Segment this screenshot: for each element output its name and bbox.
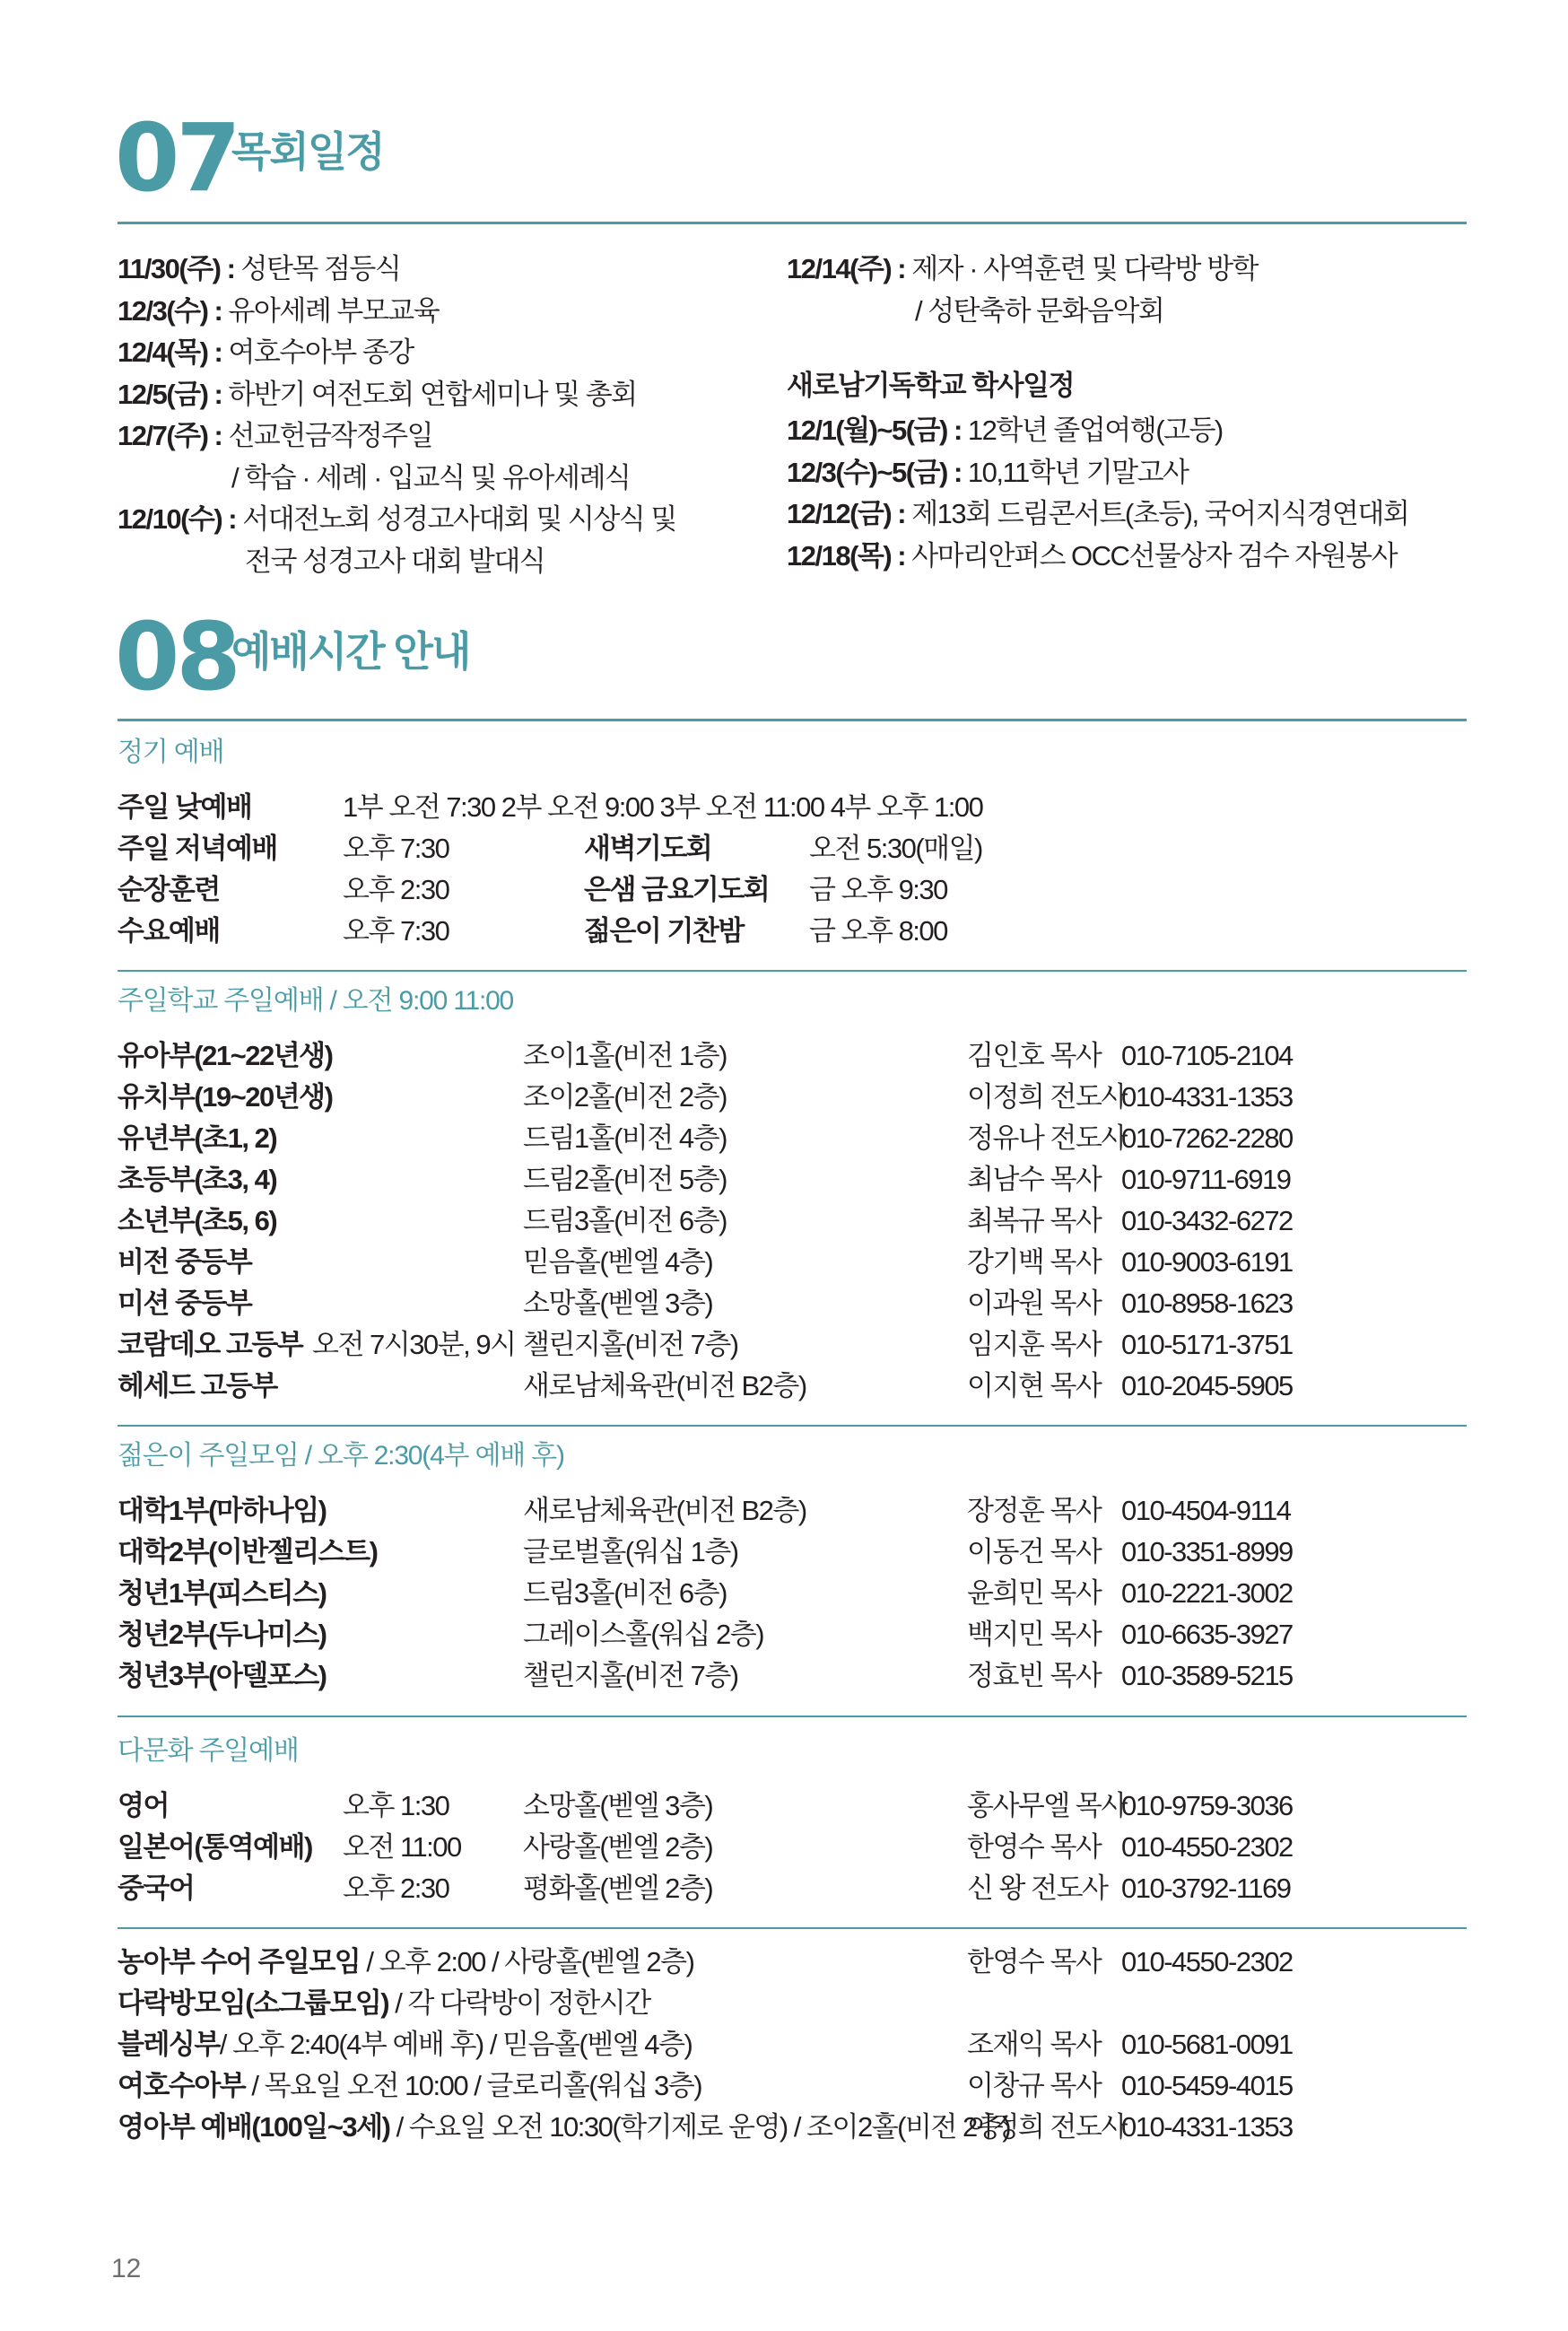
multicultural-heading: 다문화 주일예배 (118, 1736, 299, 1766)
service-times: 오전 7시30분, 9시 (312, 1329, 516, 1360)
worship-time-2: 오전 5:30(매일) (809, 833, 982, 864)
department: 초등부(초3, 4) (118, 1164, 277, 1195)
phone: 010-8958-1623 (1121, 1288, 1293, 1319)
pastor: 한영수 목사 (967, 1946, 1102, 1977)
table-row (118, 1785, 1467, 1827)
table-row (118, 911, 1467, 952)
section-divider (118, 1716, 1467, 1717)
table-row (118, 869, 1467, 911)
service-time: 오후 2:30 (343, 1873, 449, 1904)
pastor: 최남수 목사 (967, 1164, 1102, 1195)
pastor: 윤희민 목사 (967, 1577, 1102, 1609)
department: 비전 중등부 (118, 1246, 252, 1278)
schedule-item (118, 422, 432, 450)
schedule-item (787, 416, 1223, 444)
department: 청년3부(아델포스) (118, 1660, 327, 1691)
table-row (118, 1366, 1467, 1407)
location: 새로남체육관(비전 B2층) (523, 1495, 806, 1526)
phone: 010-3432-6272 (1121, 1205, 1293, 1236)
section-divider (118, 719, 1467, 721)
phone: 010-4504-9114 (1121, 1495, 1291, 1526)
meeting-name: 영아부 예배(100일~3세) (118, 2111, 390, 2143)
schedule-text: / 학습 · 세례 · 입교식 및 유아세례식 (231, 461, 631, 493)
pastor: 이정희 전도사 (967, 1081, 1127, 1113)
phone: 010-3792-1169 (1121, 1873, 1291, 1904)
schedule-text: 사마리안퍼스 OCC선물상자 검수 자원봉사 (911, 539, 1398, 572)
pastor: 조재익 목사 (967, 2029, 1102, 2060)
phone: 010-6635-3927 (1121, 1619, 1293, 1650)
worship-time-2: 금 오후 8:00 (809, 915, 947, 947)
meeting-info (118, 2024, 692, 2065)
schedule-item (118, 338, 414, 366)
location: 드림1홀(비전 4층) (523, 1122, 727, 1154)
worship-time: 오후 2:30 (343, 874, 449, 905)
table-row (118, 1573, 1467, 1614)
table-row (118, 1827, 1467, 1868)
phone: 010-4550-2302 (1121, 1831, 1293, 1863)
language: 중국어 (118, 1873, 195, 1904)
section-divider (118, 1425, 1467, 1427)
meeting-detail: / 수요일 오전 10:30(학기제로 운영) / 조이2홀(비전 2층) (389, 2111, 1011, 2143)
section-title-worship-times: 예배시간 안내 (231, 628, 470, 675)
meeting-info (118, 1942, 693, 1983)
section-divider (118, 970, 1467, 972)
multicultural-table (118, 1785, 1467, 1909)
worship-time: 1부 오전 7:30 2부 오전 9:00 3부 오전 11:00 4부 오후 1:00 (343, 791, 983, 823)
phone: 010-2221-3002 (1121, 1577, 1293, 1609)
phone: 010-4331-1353 (1121, 2111, 1293, 2143)
schedule-text: 전국 성경고사 대회 발대식 (245, 545, 545, 577)
table-row (118, 2107, 1467, 2148)
schedule-text: 하반기 여전도회 연합세미나 및 총회 (228, 378, 637, 410)
schedule-text: 제자 · 사역훈련 및 다락방 방학 (911, 253, 1258, 284)
meeting-name: 농아부 수어 주일모임 (118, 1946, 361, 1977)
worship-time: 오후 7:30 (343, 833, 449, 864)
meeting-detail: / 목요일 오전 10:00 / 글로리홀(워십 3층) (245, 2070, 702, 2101)
pastor: 임지훈 목사 (967, 1329, 1102, 1360)
schedule-date: 12/3(수)~5(금) : (787, 456, 968, 488)
schedule-date: 12/14(주) : (787, 253, 912, 284)
schedule-item (787, 255, 1258, 283)
phone: 010-9003-6191 (1121, 1246, 1293, 1278)
table-row (118, 1983, 1467, 2024)
schedule-date: 12/5(금) : (118, 378, 229, 410)
department: 코람데오 고등부 (118, 1329, 303, 1360)
page-number: 12 (111, 2254, 142, 2283)
pastor: 최복규 목사 (967, 1205, 1102, 1236)
schedule-item (118, 294, 440, 327)
phone: 010-9711-6919 (1121, 1164, 1291, 1195)
department: 청년1부(피스티스) (118, 1577, 327, 1609)
language: 영어 (118, 1790, 169, 1821)
table-row (118, 1035, 1467, 1077)
pastor: 정효빈 목사 (967, 1660, 1102, 1691)
schedule-text: 제13회 드림콘서트(초등), 국어지식경연대회 (911, 498, 1409, 529)
meeting-name: 블레싱부 (118, 2029, 220, 2060)
table-row (118, 1490, 1467, 1532)
pastor: 강기백 목사 (967, 1246, 1102, 1278)
meeting-detail: / 각 다락방이 정한시간 (388, 1987, 650, 2019)
other-meetings-table (118, 1942, 1467, 2148)
meeting-detail: / 오후 2:40(4부 예배 후) / 믿음홀(벧엘 4층) (219, 2029, 693, 2060)
location: 챌린지홀(비전 7층) (523, 1660, 738, 1691)
table-row (118, 1118, 1467, 1159)
table-row (118, 2065, 1467, 2107)
location: 조이2홀(비전 2층) (523, 1081, 727, 1113)
meeting-info (118, 2107, 1010, 2148)
location: 조이1홀(비전 1층) (523, 1040, 727, 1071)
pastor: 이지현 목사 (967, 1370, 1102, 1401)
table-row (118, 828, 1467, 869)
schedule-text: 성탄목 점등식 (240, 253, 401, 284)
sunday-school-heading: 주일학교 주일예배 / 오전 9:00 11:00 (118, 986, 514, 1016)
section-divider (118, 222, 1467, 224)
department: 유치부(19~20년생) (118, 1081, 333, 1113)
pastor: 홍사무엘 목사 (967, 1790, 1127, 1821)
location: 새로남체육관(비전 B2층) (523, 1370, 806, 1401)
sunday-school-table (118, 1035, 1467, 1407)
department: 헤세드 고등부 (118, 1370, 277, 1401)
schedule-item (118, 255, 400, 283)
phone: 010-5681-0091 (1121, 2029, 1293, 2060)
table-row (118, 1242, 1467, 1283)
pastor: 장정훈 목사 (967, 1495, 1102, 1526)
schedule-date: 11/30(주) : (118, 253, 241, 284)
meeting-info (118, 1983, 650, 2024)
worship-time: 오후 7:30 (343, 915, 449, 947)
pastor: 백지민 목사 (967, 1619, 1102, 1650)
schedule-text: 서대전노회 성경고사대회 및 시상식 및 (242, 503, 676, 535)
table-row (118, 1868, 1467, 1909)
schedule-item (915, 294, 1164, 327)
language: 일본어(통역예배) (118, 1831, 312, 1863)
schedule-item (787, 458, 1189, 486)
table-row (118, 1942, 1467, 1983)
phone: 010-4331-1353 (1121, 1081, 1293, 1113)
section-divider (118, 1927, 1467, 1929)
department: 대학1부(마하나임) (118, 1495, 327, 1526)
pastor: 이정희 전도사 (967, 2111, 1127, 2143)
location: 소망홀(벧엘 3층) (523, 1790, 713, 1821)
young-adult-table (118, 1490, 1467, 1697)
meeting-name: 다락방모임(소그룹모임) (118, 1987, 389, 2019)
location: 그레이스홀(워십 2층) (523, 1619, 764, 1650)
regular-worship-heading: 정기 예배 (118, 738, 224, 767)
schedule-date: 12/10(수) : (118, 503, 243, 535)
schedule-text: 12학년 졸업여행(고등) (967, 415, 1223, 446)
pastor: 이창규 목사 (967, 2070, 1102, 2101)
pastor: 한영수 목사 (967, 1831, 1102, 1863)
schedule-item (787, 500, 1408, 528)
location: 평화홀(벧엘 2층) (523, 1873, 713, 1904)
pastor: 김인호 목사 (967, 1040, 1102, 1071)
meeting-detail: / 오후 2:00 / 사랑홀(벧엘 2층) (360, 1946, 694, 1977)
location: 사랑홀(벧엘 2층) (523, 1831, 713, 1863)
department: 유아부(21~22년생) (118, 1040, 333, 1071)
table-row (118, 1283, 1467, 1324)
location: 믿음홀(벧엘 4층) (523, 1246, 713, 1278)
section-number-07: 07 (115, 103, 238, 213)
section-title-schedule: 목회일정 (231, 128, 384, 175)
department: 소년부(초5, 6) (118, 1205, 277, 1236)
department: 청년2부(두나미스) (118, 1619, 327, 1650)
worship-name-2: 은샘 금요기도회 (584, 874, 770, 905)
service-time: 오후 1:30 (343, 1790, 449, 1821)
schedule-item (118, 505, 676, 533)
table-row (118, 2024, 1467, 2065)
schedule-text: 유아세례 부모교육 (228, 294, 440, 327)
department: 대학2부(이반젤리스트) (118, 1536, 378, 1567)
phone: 010-4550-2302 (1121, 1946, 1293, 1977)
phone: 010-3589-5215 (1121, 1660, 1293, 1691)
worship-name: 수요예배 (118, 915, 220, 947)
location: 드림3홀(비전 6층) (523, 1577, 727, 1609)
schedule-date: 12/7(주) : (118, 420, 229, 451)
department: 미션 중등부 (118, 1288, 252, 1319)
table-row (118, 1614, 1467, 1655)
pastor: 정유나 전도사 (967, 1122, 1127, 1154)
phone: 010-5171-3751 (1121, 1329, 1293, 1360)
schedule-date: 12/12(금) : (787, 498, 912, 529)
location: 드림3홀(비전 6층) (523, 1205, 727, 1236)
schedule-text: 10,11학년 기말고사 (967, 456, 1189, 488)
schedule-text: / 성탄축하 문화음악회 (915, 294, 1164, 327)
pastor: 이과원 목사 (967, 1288, 1102, 1319)
phone: 010-7105-2104 (1121, 1040, 1293, 1071)
location: 챌린지홀(비전 7층) (523, 1329, 738, 1360)
table-row (118, 1655, 1467, 1697)
schedule-text: 선교헌금작정주일 (228, 420, 433, 451)
worship-name-2: 새벽기도회 (584, 833, 712, 864)
pastor: 신 왕 전도사 (967, 1873, 1108, 1904)
schedule-date: 12/18(목) : (787, 539, 912, 572)
service-time: 오전 11:00 (343, 1831, 461, 1863)
location: 소망홀(벧엘 3층) (523, 1288, 713, 1319)
schedule-date: 12/4(목) : (118, 336, 229, 368)
worship-name: 순장훈련 (118, 874, 220, 905)
phone: 010-5459-4015 (1121, 2070, 1293, 2101)
location: 글로벌홀(워십 1층) (523, 1536, 738, 1567)
table-row (118, 787, 1467, 828)
meeting-name: 여호수아부 (118, 2070, 246, 2101)
phone: 010-3351-8999 (1121, 1536, 1293, 1567)
section-number-08: 08 (115, 602, 238, 712)
schedule-item (245, 547, 544, 575)
table-row (118, 1200, 1467, 1242)
location: 드림2홀(비전 5층) (523, 1164, 727, 1195)
pastor: 이동건 목사 (967, 1536, 1102, 1567)
worship-name: 주일 저녁예배 (118, 833, 277, 864)
schedule-text: 여호수아부 종강 (228, 336, 414, 368)
table-row (118, 1077, 1467, 1118)
phone: 010-7262-2280 (1121, 1122, 1293, 1154)
worship-name: 주일 낮예배 (118, 791, 252, 823)
table-row (118, 1324, 1467, 1366)
schedule-item (787, 539, 1398, 572)
worship-time-2: 금 오후 9:30 (809, 874, 947, 905)
regular-worship-table (118, 787, 1467, 952)
table-row (118, 1159, 1467, 1200)
school-schedule-title: 새로남기독학교 학사일정 (787, 370, 1075, 401)
schedule-date: 12/3(수) : (118, 294, 229, 327)
meeting-info (118, 2065, 701, 2107)
schedule-item (231, 461, 631, 493)
phone: 010-9759-3036 (1121, 1790, 1293, 1821)
schedule-item (118, 380, 637, 408)
phone: 010-2045-5905 (1121, 1370, 1293, 1401)
worship-name-2: 젊은이 기찬밤 (584, 915, 744, 947)
young-adult-heading: 젊은이 주일모임 / 오후 2:30(4부 예배 후) (118, 1441, 564, 1471)
schedule-date: 12/1(월)~5(금) : (787, 415, 968, 446)
table-row (118, 1532, 1467, 1573)
department: 유년부(초1, 2) (118, 1122, 277, 1154)
